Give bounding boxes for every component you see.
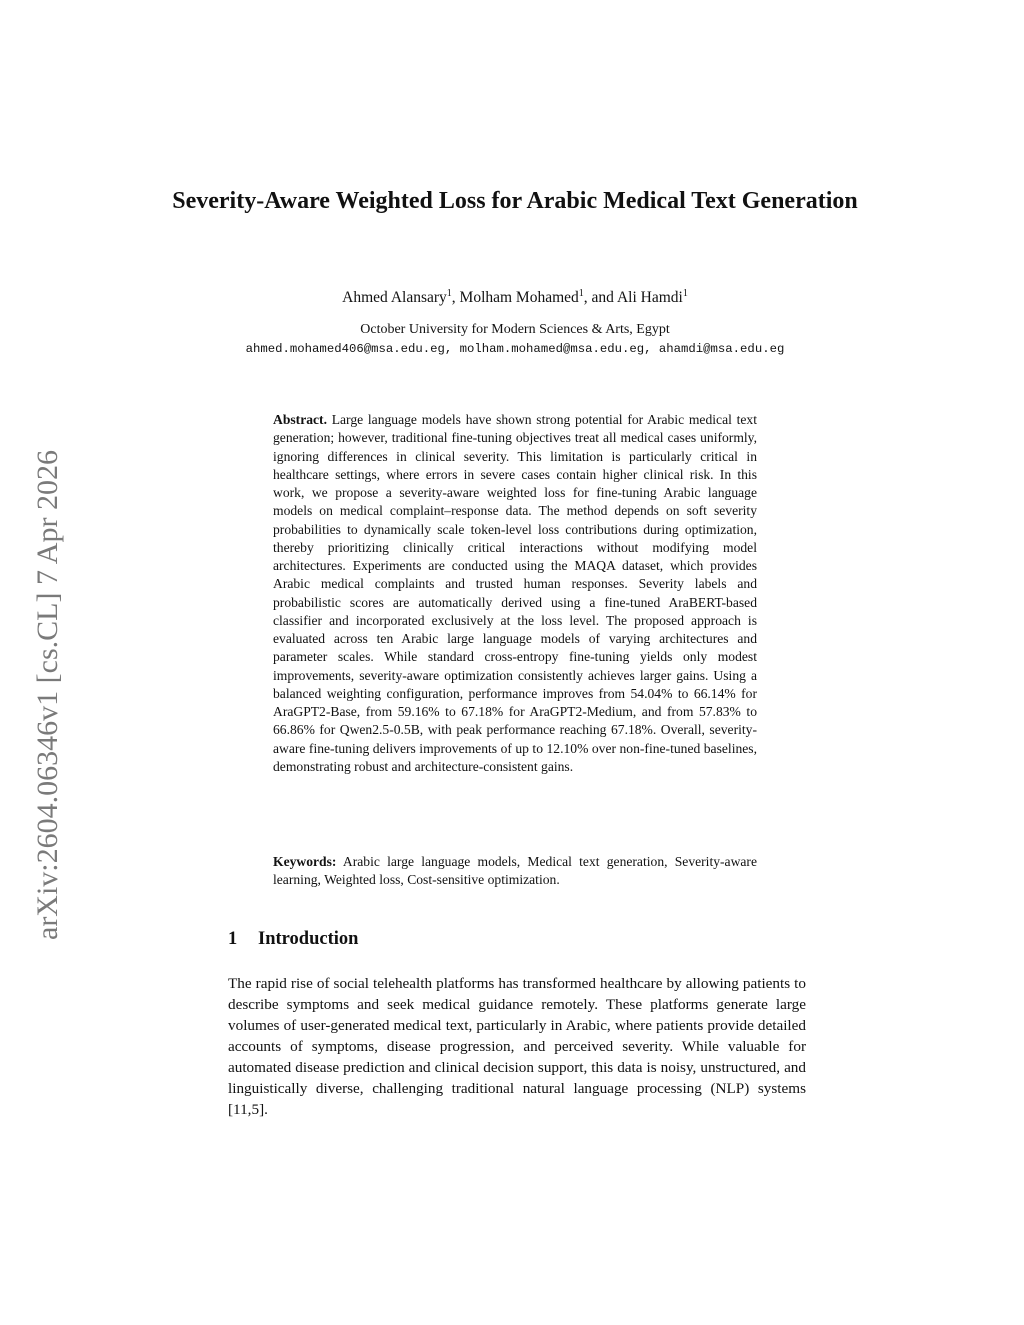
author-name: Ali Hamdi	[616, 289, 683, 307]
abstract-text: Large language models have shown strong potential for Arabic medical text generation; however, traditional fine-tuning objectives treat all medical cases uniformly, ignoring differences in clinical severity. This limitation is particularly critical in healthcare settings, where errors in severe cases contain higher clinical risk. In this work, we propose a severity-aware weighted loss for fine-tuning Arabic language models on medical complaint–response data. The method depends on soft severity probabilities to dynamically scale token-level loss contributions during optimization, thereby prioritizing clinically critical interactions without modifying model architectures. Experiments are conducted using the MAQA dataset, which provides Arabic medical complaints and trusted human responses. Severity labels and probabilistic scores are automatically derived using a fine-tuned AraBERT-based classifier and incorporated exclusively at the loss level. The proposed approach is evaluated across ten Arabic large language models of varying architectures and parameter scales. While standard cross-entropy fine-tuning yields only modest improvements, severity-aware optimization consistently achieves larger gains. Using a balanced weighting configuration, performance improves from 54.04% to 66.14% for AraGPT2-Base, from 59.16% to 67.18% for AraGPT2-Medium, and from 57.83% to 66.86% for Qwen2.5-0.5B, with peak performance reaching 67.18%. Overall, severity-aware fine-tuning delivers improvements of up to 12.10% over non-fine-tuned baselines, demonstrating robust and architecture-consistent gains.	[273, 412, 757, 774]
affiliation-mark: 1	[446, 288, 452, 299]
author-separator: , and	[583, 289, 617, 307]
author-separator: ,	[451, 289, 460, 307]
keywords-label: Keywords:	[273, 854, 337, 869]
affiliation-mark: 1	[578, 288, 584, 299]
author-emails: ahmed.mohamed406@msa.edu.eg, molham.mohamed@msa.edu.eg, ahamdi@msa.edu.eg	[245, 342, 785, 356]
author-name: Ahmed Alansary	[342, 289, 447, 307]
section-number: 1	[228, 929, 238, 949]
affiliation: October University for Modern Sciences & Arts, Egypt	[360, 322, 670, 337]
affiliation-mark: 1	[682, 288, 688, 299]
section-heading	[228, 926, 358, 952]
section-title: Introduction	[258, 929, 359, 949]
arxiv-identifier-stamp: arXiv:2604.06346v1 [cs.CL] 7 Apr 2026	[31, 450, 64, 940]
intro-paragraph: The rapid rise of social telehealth platforms has transformed healthcare by allowing patients to describe symptoms and seek medical guidance remotely. These platforms generate large volumes of user-generated medical text, particularly in Arabic, where patients provide detailed accounts of symptoms, disease progression, and perceived severity. While valuable for automated disease prediction and clinical decision support, this data is noisy, unstructured, and linguistically diverse, challenging traditional natural language processing (NLP) systems [11,5].	[228, 975, 806, 1118]
author-list	[160, 283, 870, 309]
keywords-text: Arabic large language models, Medical text generation, Severity-aware learning, Weighted loss, Cost-sensitive optimization.	[273, 854, 757, 888]
paper-title: Severity-Aware Weighted Loss for Arabic Medical Text Generation	[172, 188, 858, 214]
abstract-label: Abstract.	[273, 412, 327, 427]
abstract	[273, 411, 757, 776]
keywords	[273, 853, 757, 890]
author-name: Molham Mohamed	[459, 289, 579, 307]
